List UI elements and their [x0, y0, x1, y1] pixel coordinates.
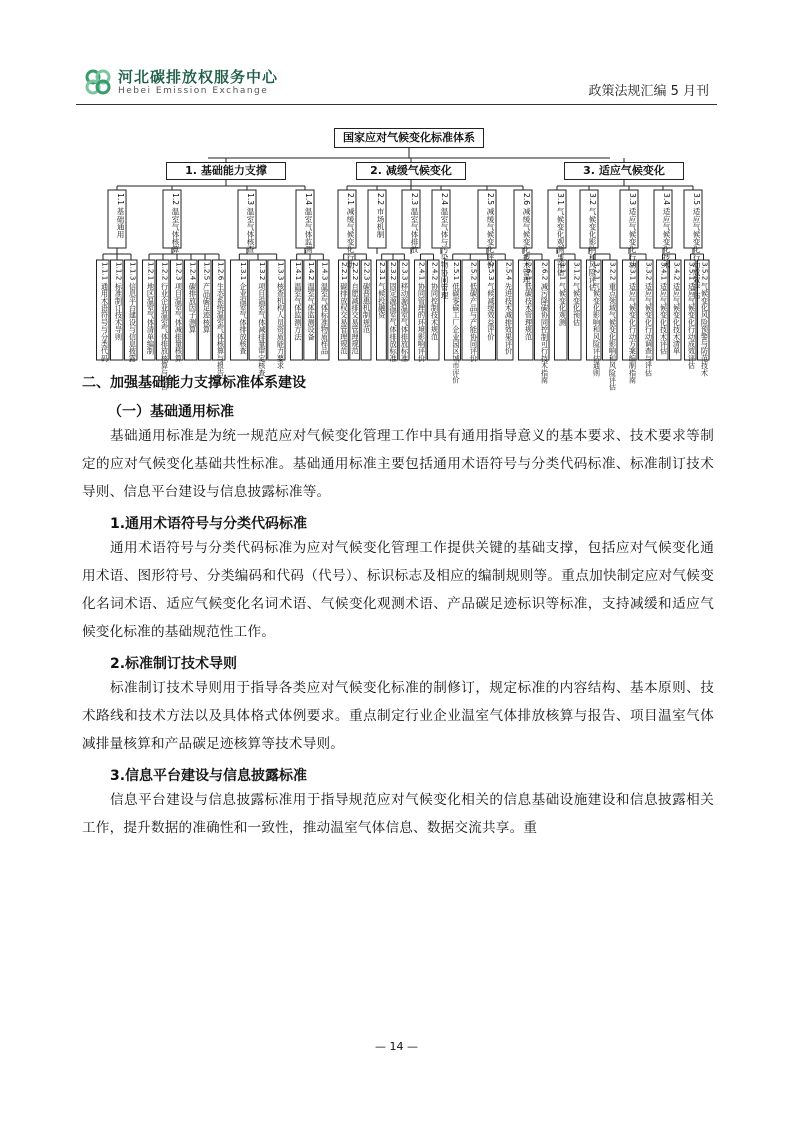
level2-item: 3.1 气候变化观测与预估	[556, 193, 565, 276]
level3-item: 2.2.2 自愿减排交易管理规范	[351, 262, 361, 355]
level2-item: 2.2 市场机制	[376, 193, 385, 238]
heading-3: 3.信息平台建设与信息披露标准	[110, 768, 308, 784]
level3-item: 2.3.1 气候投融资	[377, 262, 387, 319]
heading-2: 2.标准制订技术导则	[110, 656, 238, 672]
level3-item: 2.5.3 气候减缓效益评价	[487, 262, 496, 341]
hebei-emission-logo-icon	[84, 68, 112, 96]
level2-item: 1.2 温室气体核算	[171, 193, 180, 254]
level3-item: 3.3.2 适应气候变化行动调查与评估	[644, 262, 654, 377]
branch-3: 3. 适应气候变化	[564, 162, 684, 180]
level2-item: 2.3 温室气体排放	[410, 193, 419, 254]
paragraph-1: 基础通用标准是为统一规范应对气候变化管理工作中具有通用指导意义的基本要求、技术要求等制定的应对气候变化基础共性标准。基础通用标准主要包括通用术语符号与分类代码标准、标准制订技术导则、信息平台建设与信息披露标准等。	[82, 428, 714, 500]
level3-item: 2.3.2 固定源温室气体排放标准	[389, 262, 399, 362]
level3-item: 3.4.2 适应气候变化技术清单	[672, 262, 682, 355]
section-title: 二、加强基础能力支撑标准体系建设	[82, 375, 306, 391]
level3-item: 1.3.2 项目温室气体减排量审定核查	[257, 262, 267, 377]
level3-item: 2.6.2 减污降碳协同控制可行技术指南	[540, 262, 550, 384]
level3-item: 2.3.3 移动源温室气体排放标准	[400, 262, 410, 362]
level3-item: 2.2.3 碳普惠机制规范	[362, 262, 372, 333]
org-name-en: Hebei Emission Exchange	[118, 86, 269, 96]
level3-item: 3.5.2 气候变化风险预警与防范技术	[700, 262, 710, 377]
level2-item: 1.1 基础通用	[116, 193, 125, 238]
page-header	[76, 66, 717, 106]
level3-item: 2.4.1 协同管理的环境影响评价	[417, 262, 427, 362]
level2-item: 3.3 适应气候变化行动	[628, 193, 637, 269]
level3-item: 1.2.3 项目温室气体减排量核算	[174, 262, 184, 362]
level3-item: 2.4.2 协同控制技术规范	[430, 262, 440, 341]
level3-item: 3.2.2 重点领域气候变化影响和风险评估	[608, 262, 618, 391]
paragraph-2: 通用术语符号与分类代码标准为应对气候变化管理工作提供关键的基础支撑，包括应对气候变化通用术语、图形符号、分类编码和代码（代号）、标识标志及相应的编制规则等。重点加快制定应对气候变化名词术语、适应气候变化名词术语、气候变化观测术语、产品碳足迹标识等标准，支持减缓和适应气候变化标准的基础规范性工作。	[82, 540, 714, 640]
level2-item: 2.4 温室气体与污染物协同管理	[440, 193, 449, 299]
level3-item: 1.4.3 温室气体标准物质样品	[320, 262, 330, 355]
level3-item: 3.1.1 气候变化观测	[558, 262, 568, 326]
level3-item: 1.2.6 生态系统温室气体核算与报告	[216, 262, 226, 377]
branch-2: 2. 减缓气候变化	[356, 162, 466, 180]
level3-item: 2.5.2 低碳产品与产能协同评价	[469, 262, 479, 362]
level3-item: 3.1.2 气候变化预估	[572, 262, 582, 326]
publication-title: 政策法规汇编 5 月刊	[588, 84, 709, 99]
paragraph-3: 标准制订技术导则用于指导各类应对气候变化标准的制修订，规定标准的内容结构、基本原则、技术路线和技术方法以及具体格式体例要求。重点制定行业企业温室气体排放核算与报告、项目温室气体减排量核算和产品碳足迹核算等技术导则。	[82, 680, 714, 752]
subsection-title: （一）基础通用标准	[108, 404, 234, 420]
level2-item: 3.4 适应气候变化技术	[662, 193, 671, 269]
level3-item: 1.4.1 温室气体监测方法	[293, 262, 303, 341]
org-name-cn: 河北碳排放权服务中心	[118, 68, 279, 86]
level3-item: 1.3.1 企业温室气体排放核查	[239, 262, 249, 355]
level3-item: 1.2.1 地区温室气体清单编制	[146, 262, 156, 355]
level3-item: 3.5.1 适应气候变化行动成效评估	[687, 262, 697, 369]
level3-item: 1.2.5 产品碳足迹核算	[202, 262, 212, 333]
level2-item: 2.5 减缓气候变化评价	[486, 193, 495, 269]
level3-item: 1.1.1 通用术语符号与分类代码	[100, 262, 110, 362]
level2-item: 1.3 温室气体核查	[246, 193, 255, 254]
heading-1: 1.通用术语符号与分类代码标准	[110, 516, 308, 532]
header-divider	[76, 104, 717, 105]
level3-item: 2.5.4 先进技术减排效果评价	[504, 262, 514, 355]
branch-1: 1. 基础能力支撑	[166, 162, 286, 180]
level2-item: 2.6 减缓气候变化技术管理	[522, 193, 531, 284]
level3-item: 1.1.3 信息平台建设与信息披露	[128, 262, 138, 362]
level3-item: 3.2.1 气候变化影响和风险评估通则	[592, 262, 602, 377]
level3-item: 1.1.2 标准制订技术导则	[114, 262, 124, 341]
level3-item: 1.3.3 核查机构人员资质能力要求	[276, 262, 286, 369]
diagram-root-title: 国家应对气候变化标准体系	[334, 128, 484, 148]
page-number: — 14 —	[375, 1040, 418, 1053]
level3-item: 1.2.2 行业企业温室气体排放核算与报告	[160, 262, 170, 391]
level2-item: 1.4 温室气体监测	[304, 193, 313, 254]
level2-item: 3.2 气候变化影响和风险评估	[588, 193, 597, 292]
level3-item: 2.6.1 低碳技术管理规范	[524, 262, 534, 341]
level3-item: 1.4.2 温室气体监测设备	[307, 262, 317, 341]
level3-item: 2.2.1 碳排放权交易管理规范	[339, 262, 349, 355]
level3-item: 2.5.1 低碳零碳工厂企业园区城市评价	[452, 262, 461, 384]
level3-item: 3.4.1 适应气候变化技术评估	[659, 262, 669, 355]
paragraph-4: 信息平台建设与信息披露标准用于指导规范应对气候变化相关的信息基础设施建设和信息披露相关工作，提升数据的准确性和一致性，推动温室气体信息、数据交流共享。重	[82, 792, 714, 836]
level2-item: 2.1 减缓气候变化行动	[346, 193, 355, 269]
level3-item: 1.2.4 碳排放因子测算	[188, 262, 198, 333]
level3-item: 3.3.1 适应气候变化行动方案编制指南	[628, 262, 638, 384]
level2-item: 3.5 适应气候变化行动成效评估	[692, 193, 701, 299]
